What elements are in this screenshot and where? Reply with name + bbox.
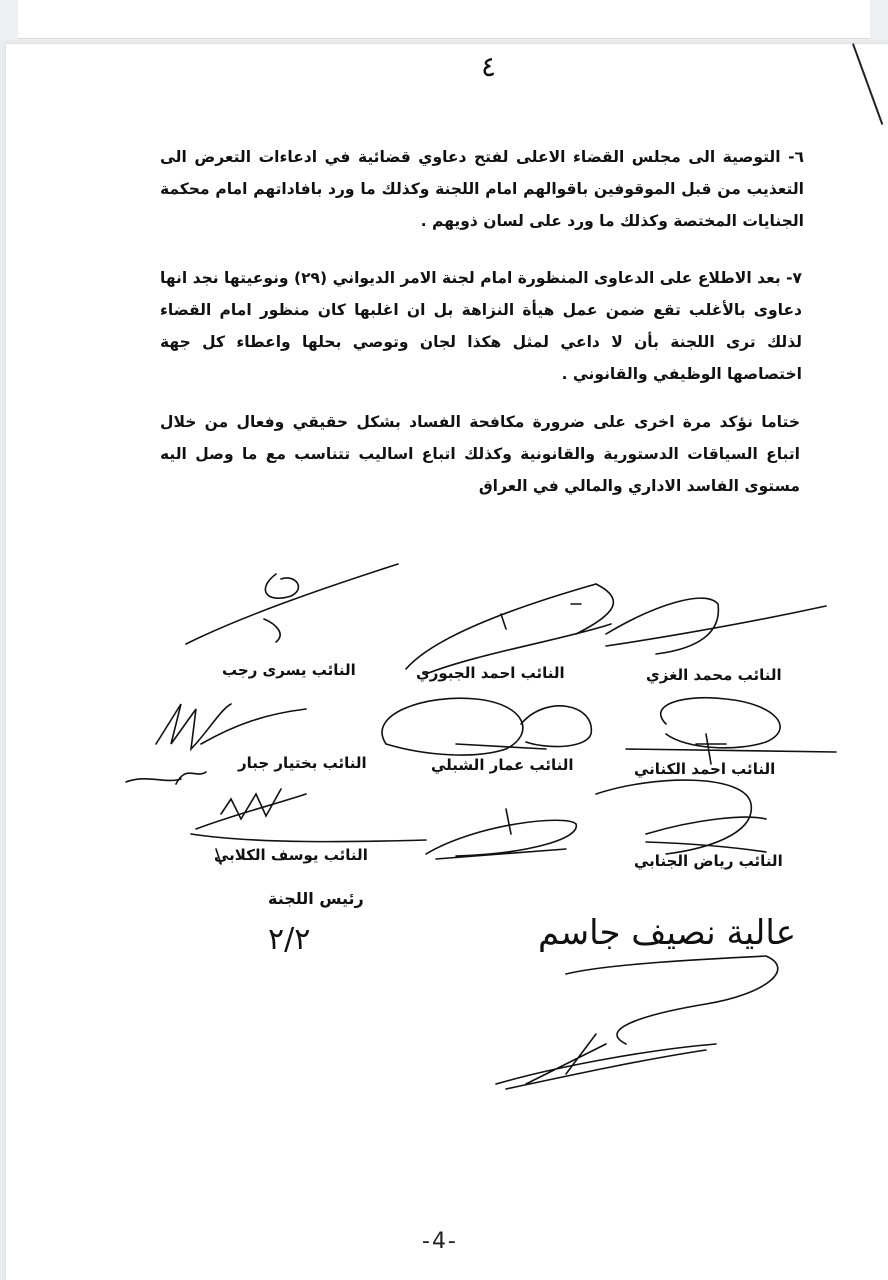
top-strip bbox=[0, 0, 888, 40]
signature-mohammed-ghazi bbox=[606, 598, 826, 654]
signatory-yusra-rajab: النائب يسرى رجب bbox=[222, 661, 356, 679]
signature-ahmed-kinani bbox=[626, 698, 836, 764]
signatory-ahmed-jubouri: النائب احمد الجبوري bbox=[416, 664, 565, 682]
signatory-ammar-shibli: النائب عمار الشبلي bbox=[431, 756, 574, 774]
signatory-mohammed-ghazi: النائب محمد الغزي bbox=[646, 666, 782, 684]
document-date: ٢/٢ bbox=[268, 922, 311, 957]
recommendation-6: ٦- التوصية الى مجلس القضاء الاعلى لفتح دعاوي قضائية في ادعاءات التعرض الى التعذيب من قبل الموقوفين باقوالهم امام اللجنة وكذلك ما ورد بافاداتهم امام محكمة الجنايات المختصة وكذلك ما ورد على لسان ذويهم . bbox=[160, 148, 804, 230]
signatory-yousif-kalabi: النائب يوسف الكلابي bbox=[214, 846, 368, 864]
signatory-riyadh-janabi: النائب رياض الجنابي bbox=[634, 852, 783, 870]
signature-bakhtiar bbox=[126, 704, 306, 784]
closing-paragraph: ختاما نؤكد مرة اخرى على ضرورة مكافحة الفساد بشكل حقيقي وفعال من خلال اتباع السياقات الدستورية والقانونية وكذلك اتباع اساليب تتناسب مع ما وصل اليه مستوى الفاسد الاداري والمالي في العراق bbox=[160, 413, 800, 495]
signature-chair bbox=[496, 956, 778, 1089]
recommendation-7: ٧- بعد الاطلاع على الدعاوى المنظورة امام لجنة الامر الديواني (٢٩) ونوعيتها نجد انها دعاوى بالأغلب تقع ضمن عمل هيأة النزاهة بل ان اغلبها كان منظور امام القضاء لذلك ترى اللجنة بأن لا داعي لمثل هكذا لجان وتوصي بحلها واعطاء كل جهة اختصاصها الوظيفي والقانوني . bbox=[160, 269, 803, 383]
signatures-layer bbox=[6, 44, 888, 1280]
signature-ammar-shibli bbox=[382, 698, 591, 755]
committee-chair-title: رئيس اللجنة bbox=[268, 889, 364, 908]
signatory-ahmed-kinani: النائب احمد الكناني bbox=[634, 760, 776, 778]
chair-signature-text: عالية نصيف جاسم bbox=[537, 913, 796, 953]
signature-hassan-fadaam bbox=[426, 809, 576, 859]
signature-ahmed-jubouri bbox=[406, 584, 613, 674]
previous-page-edge bbox=[18, 0, 870, 39]
signature-yusra-rajab bbox=[186, 564, 398, 644]
signatory-bakhtiar-jabbar: النائب بختيار جبار bbox=[238, 754, 367, 772]
page-number-top: ٤ bbox=[481, 50, 497, 83]
signature-riyadh-janabi bbox=[596, 780, 766, 854]
document-page bbox=[6, 44, 888, 1280]
page-number-footer: -4- bbox=[422, 1229, 458, 1254]
